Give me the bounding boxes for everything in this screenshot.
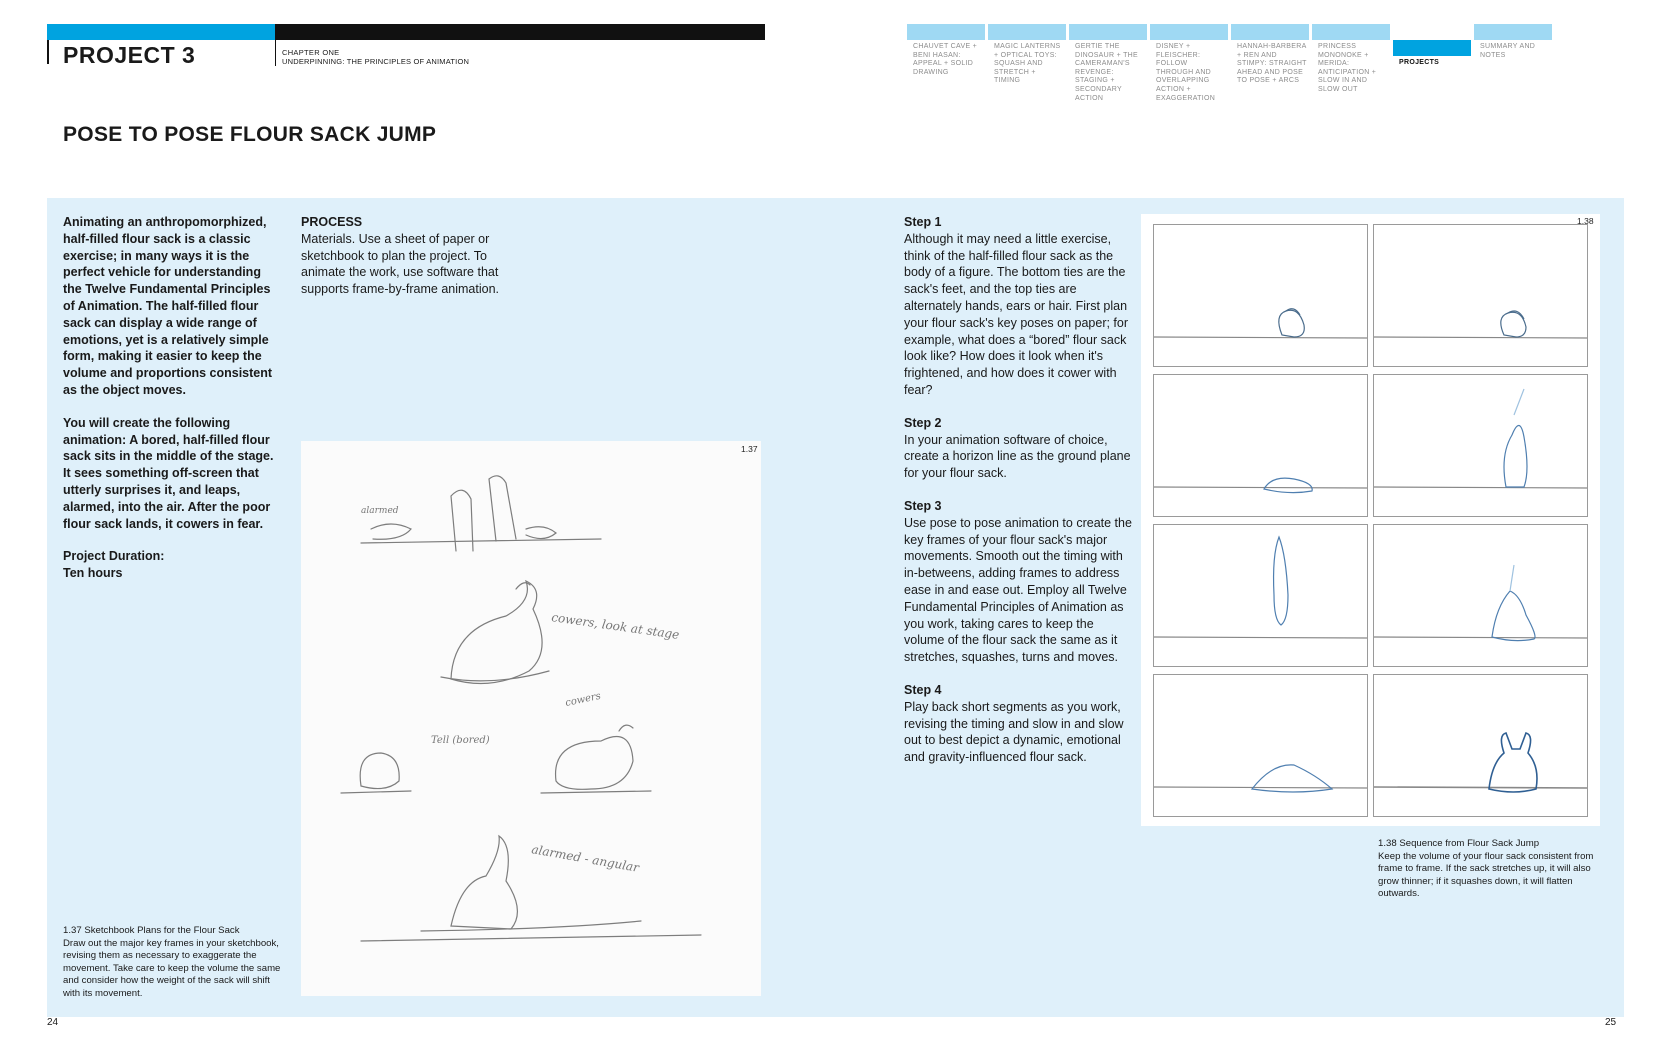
step-1 xyxy=(904,214,1134,399)
nav-bar-active xyxy=(1393,40,1473,56)
frame-drawing xyxy=(1374,675,1587,816)
nav-item-disney[interactable] xyxy=(1150,24,1230,103)
nav-bar xyxy=(1474,24,1554,40)
frame-drawing xyxy=(1374,525,1587,666)
nav-label: DISNEY + FLEISCHER: FOLLOW THROUGH AND OVERLAPPING ACTION + EXAGGERATION xyxy=(1156,43,1216,102)
nav-bar xyxy=(1312,24,1392,40)
page-number-right: 25 xyxy=(1605,1017,1617,1028)
figure-number-137: 1.37 xyxy=(741,444,758,454)
steps-section xyxy=(904,214,1134,782)
intro-paragraph-1: Animating an anthropomorphized, half-filled flour sack is a classic exercise; in many ways it is the perfect vehicle for understanding the Twelve Fundamental Principles of Animation. The half-filled flour sack can display a wide range of emotions, yet is a relatively simple form, making it easier to keep the volume and proportions consistent as the object moves. xyxy=(63,215,273,397)
nav-label: HANNAH-BARBERA + REN AND STIMPY: STRAIGHT AHEAD AND POSE TO POSE + ARCS xyxy=(1237,43,1307,85)
frame-drawing xyxy=(1374,225,1587,366)
frame-drawing xyxy=(1374,375,1587,516)
step-text: Play back short segments as you work, revising the timing and slow in and slow out to best depict a dynamic, emotional and gravity-influenced flour sack. xyxy=(904,699,1124,765)
sequence-frame-8 xyxy=(1373,674,1588,817)
nav-item-projects[interactable] xyxy=(1393,24,1473,68)
step-text: Although it may need a little exercise, think of the half-filled flour sack as the body of a figure. The bottom ties are the sack's feet, and the top ties are alternately hands, ears or hair. First plan your flour sack's key poses on paper; for example, what does a “bored” flour sack look like? How does it look when it's frightened, and how does it cower with fear? xyxy=(904,231,1129,397)
sequence-frame-2 xyxy=(1373,224,1588,367)
sketch-note-alarmed: alarmed xyxy=(361,506,399,516)
step-heading: Step 1 xyxy=(904,215,942,229)
sketch-note-alarmed-angular: alarmed - angular xyxy=(530,842,641,875)
page-number-left: 24 xyxy=(47,1017,59,1028)
step-3 xyxy=(904,498,1134,666)
nav-bar xyxy=(1231,24,1311,40)
sketch-note-cowers-look: cowers, look at stage xyxy=(550,610,681,642)
sketch-note-cowers: cowers xyxy=(564,690,602,709)
step-text: Use pose to pose animation to create the key frames of your flour sack's major movements. Smooth out the timing with in-betweens, adding frames to address ease in and ease out. Employ all Twelve Fundamental Principles of Animation as you work, taking cares to keep the volume of the flour sack the same as it stretches, squashes, turns and moves. xyxy=(904,515,1132,665)
nav-label: PRINCESS MONONOKE + MERIDA: ANTICIPATION + SLOW IN AND SLOW OUT xyxy=(1318,43,1377,93)
nav-bar xyxy=(907,24,987,40)
duration-value: Ten hours xyxy=(63,566,123,581)
sequence-frame-3 xyxy=(1153,374,1368,517)
sketchbook-drawing xyxy=(301,441,761,996)
duration-label: Project Duration: xyxy=(63,549,165,564)
chapter-label: CHAPTER ONE xyxy=(282,48,340,57)
step-heading: Step 2 xyxy=(904,415,942,430)
nav-label: GERTIE THE DINOSAUR + THE CAMERAMAN'S REVENGE: STAGING + SECONDARY ACTION xyxy=(1075,43,1138,102)
project-label: PROJECT 3 xyxy=(63,42,196,68)
nav-label: CHAUVET CAVE + BENI HASAN: APPEAL + SOLID DRAWING xyxy=(913,43,978,76)
nav-bar xyxy=(1150,24,1230,40)
frame-drawing xyxy=(1154,375,1367,516)
project-header-bar-blue xyxy=(47,24,275,40)
sequence-frame-4 xyxy=(1373,374,1588,517)
caption-137-title: 1.37 Sketchbook Plans for the Flour Sack xyxy=(63,925,240,936)
nav-item-summary[interactable] xyxy=(1474,24,1554,60)
intro-paragraph-2: You will create the following animation: A bored, half-filled flour sack sits in the middle of the stage. It sees something off-screen that utterly surprises it, and leaps, alarmed, into the air. After the poor flour sack lands, it cowers in fear. xyxy=(63,415,274,531)
intro-text xyxy=(63,214,281,582)
caption-137-text: Draw out the major key frames in your sketchbook, revising them as necessary to exaggerate the movement. Take care to keep the volume the same and consider how the weight of the sack will shift with its movement. xyxy=(63,937,281,999)
nav-item-hannah-barbera[interactable] xyxy=(1231,24,1311,86)
figure-number-138: 1.38 xyxy=(1577,216,1594,226)
nav-item-magic-lanterns[interactable] xyxy=(988,24,1068,86)
caption-138-text: Keep the volume of your flour sack consistent from frame to frame. If the sack stretches up, it will also grow thinner; if it squashes down, it will flatten outwards. xyxy=(1378,850,1594,900)
project-header-bar-black xyxy=(275,24,765,40)
step-heading: Step 3 xyxy=(904,498,942,513)
process-text: Materials. Use a sheet of paper or sketchbook to plan the project. To animate the work, use software that supports frame-by-frame animation. xyxy=(301,231,499,297)
caption-137 xyxy=(63,925,285,1001)
step-2 xyxy=(904,415,1134,482)
caption-138 xyxy=(1378,838,1608,901)
project-header-rule xyxy=(47,40,49,64)
sequence-figure xyxy=(1141,214,1600,826)
sequence-frame-5 xyxy=(1153,524,1368,667)
frame-drawing xyxy=(1154,525,1367,666)
nav-item-gertie[interactable] xyxy=(1069,24,1149,103)
nav-bar xyxy=(1069,24,1149,40)
nav-label: MAGIC LANTERNS + OPTICAL TOYS: SQUASH AND STRETCH + TIMING xyxy=(994,43,1061,85)
chapter-nav xyxy=(907,24,1559,104)
sketch-note-bored: Tell (bored) xyxy=(431,735,490,746)
nav-label: PROJECTS xyxy=(1399,59,1440,66)
page-title: POSE TO POSE FLOUR SACK JUMP xyxy=(63,123,437,146)
nav-item-chauvet[interactable] xyxy=(907,24,987,77)
nav-bar xyxy=(988,24,1068,40)
sequence-frame-1 xyxy=(1153,224,1368,367)
sequence-frame-6 xyxy=(1373,524,1588,667)
caption-138-title: 1.38 Sequence from Flour Sack Jump xyxy=(1378,838,1540,849)
frame-drawing xyxy=(1154,225,1367,366)
nav-item-princess-mononoke[interactable] xyxy=(1312,24,1392,95)
chapter-separator xyxy=(275,40,276,66)
step-heading: Step 4 xyxy=(904,682,942,697)
process-heading: PROCESS xyxy=(301,215,363,229)
sequence-frame-7 xyxy=(1153,674,1368,817)
process-section xyxy=(301,214,526,298)
sketchbook-figure xyxy=(301,441,761,996)
chapter-title: UNDERPINNING: THE PRINCIPLES OF ANIMATION xyxy=(282,57,470,66)
nav-label: SUMMARY AND NOTES xyxy=(1480,43,1536,59)
step-text: In your animation software of choice, create a horizon line as the ground plane for your flour sack. xyxy=(904,432,1131,481)
step-4 xyxy=(904,682,1134,766)
frame-drawing xyxy=(1154,675,1367,816)
